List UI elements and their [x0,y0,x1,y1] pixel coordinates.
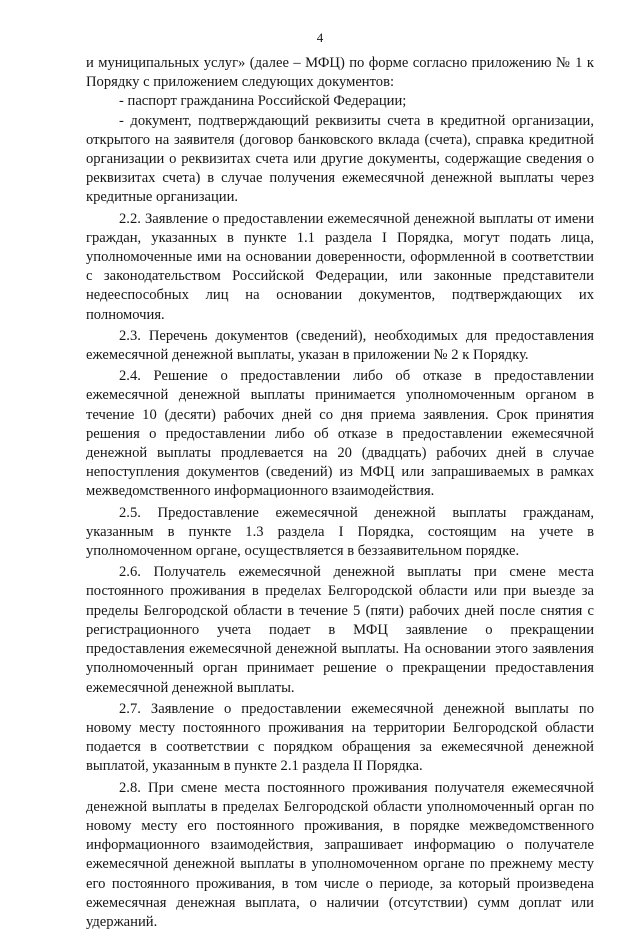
document-body [86,54,594,932]
paragraph-2-7: 2.7. Заявление о предоставлении ежемесячной денежной выплаты по новому месту постоянного проживания на территории Белгородской области подается в соответствии с порядком обращения за ежемесячной денежной выплатой, указанным в пункте 2.1 раздела II Порядка. [86,700,594,775]
list-item-bank-document: - документ, подтверждающий реквизиты счета в кредитной организации, открытого на заявителя (договор банковского вклада (счета), справка кредитной организации о реквизитах счета или другие документы, содержащие сведения о реквизитах счета) в случае получения ежемесячной денежной выплаты через кредитные организации. [86,112,594,206]
paragraph-2-5: 2.5. Предоставление ежемесячной денежной выплаты гражданам, указанным в пункте 1.3 раздела I Порядка, состоящим на учете в уполномоченном органе, осуществляется в беззаявительном порядке. [86,504,594,560]
page-number: 4 [316,30,324,45]
paragraph-2-6: 2.6. Получатель ежемесячной денежной выплаты при смене места постоянного проживания в пределах Белгородской области или при выезде за пределы Белгородской области в течение 5 (пяти) рабочих дней после снятия с регистрационного учета подает в МФЦ заявление о прекращении предоставления ежемесячной денежной выплаты. На основании этого заявления уполномоченный орган принимает решение о прекращении предоставления ежемесячной денежной выплаты. [86,564,594,696]
paragraph-2-8: 2.8. При смене места постоянного проживания получателя ежемесячной денежной выплаты в пределах Белгородской области уполномоченный орган по новому месту его постоянного проживания, в порядке межведомственного информационного взаимодействия, запрашивает информацию о получателе ежемесячной денежной выплаты в уполномоченном органе по прежнему месту его постоянного проживания, в том числе о периоде, за который произведена ежемесячная денежная выплата, о наличии (отсутствии) сумм доплат или удержаний. [86,779,594,930]
list-item-passport: - паспорт гражданина Российской Федерации; [119,93,407,110]
paragraph-2-2: 2.2. Заявление о предоставлении ежемесячной денежной выплаты от имени граждан, указанных в пункте 1.1 раздела I Порядка, могут подать лица, уполномоченные ими на основании доверенности, оформленной в соответствии с законодательством Российской Федерации, или законные представители недееспособных лиц на основании документов, подтверждающих их полномочия. [86,210,594,323]
paragraph-intro: и муниципальных услуг» (далее – МФЦ) по форме согласно приложению № 1 к Порядку с приложением следующих документов: [86,55,594,91]
paragraph-2-4: 2.4. Решение о предоставлении либо об отказе в предоставлении ежемесячной денежной выплаты принимается уполномоченным органом в течение 10 (десяти) рабочих дней со дня приема заявления. Срок принятия решения о предоставлении либо об отказе в предоставлении ежемесячной денежной выплаты продлевается на 20 (двадцать) рабочих дней в случае непоступления документов (сведений) из МФЦ или запрашиваемых в рамках межведомственного информационного взаимодействия. [86,368,594,500]
paragraph-2-3: 2.3. Перечень документов (сведений), необходимых для предоставления ежемесячной денежной выплаты, указан в приложении № 2 к Порядку. [86,327,594,364]
